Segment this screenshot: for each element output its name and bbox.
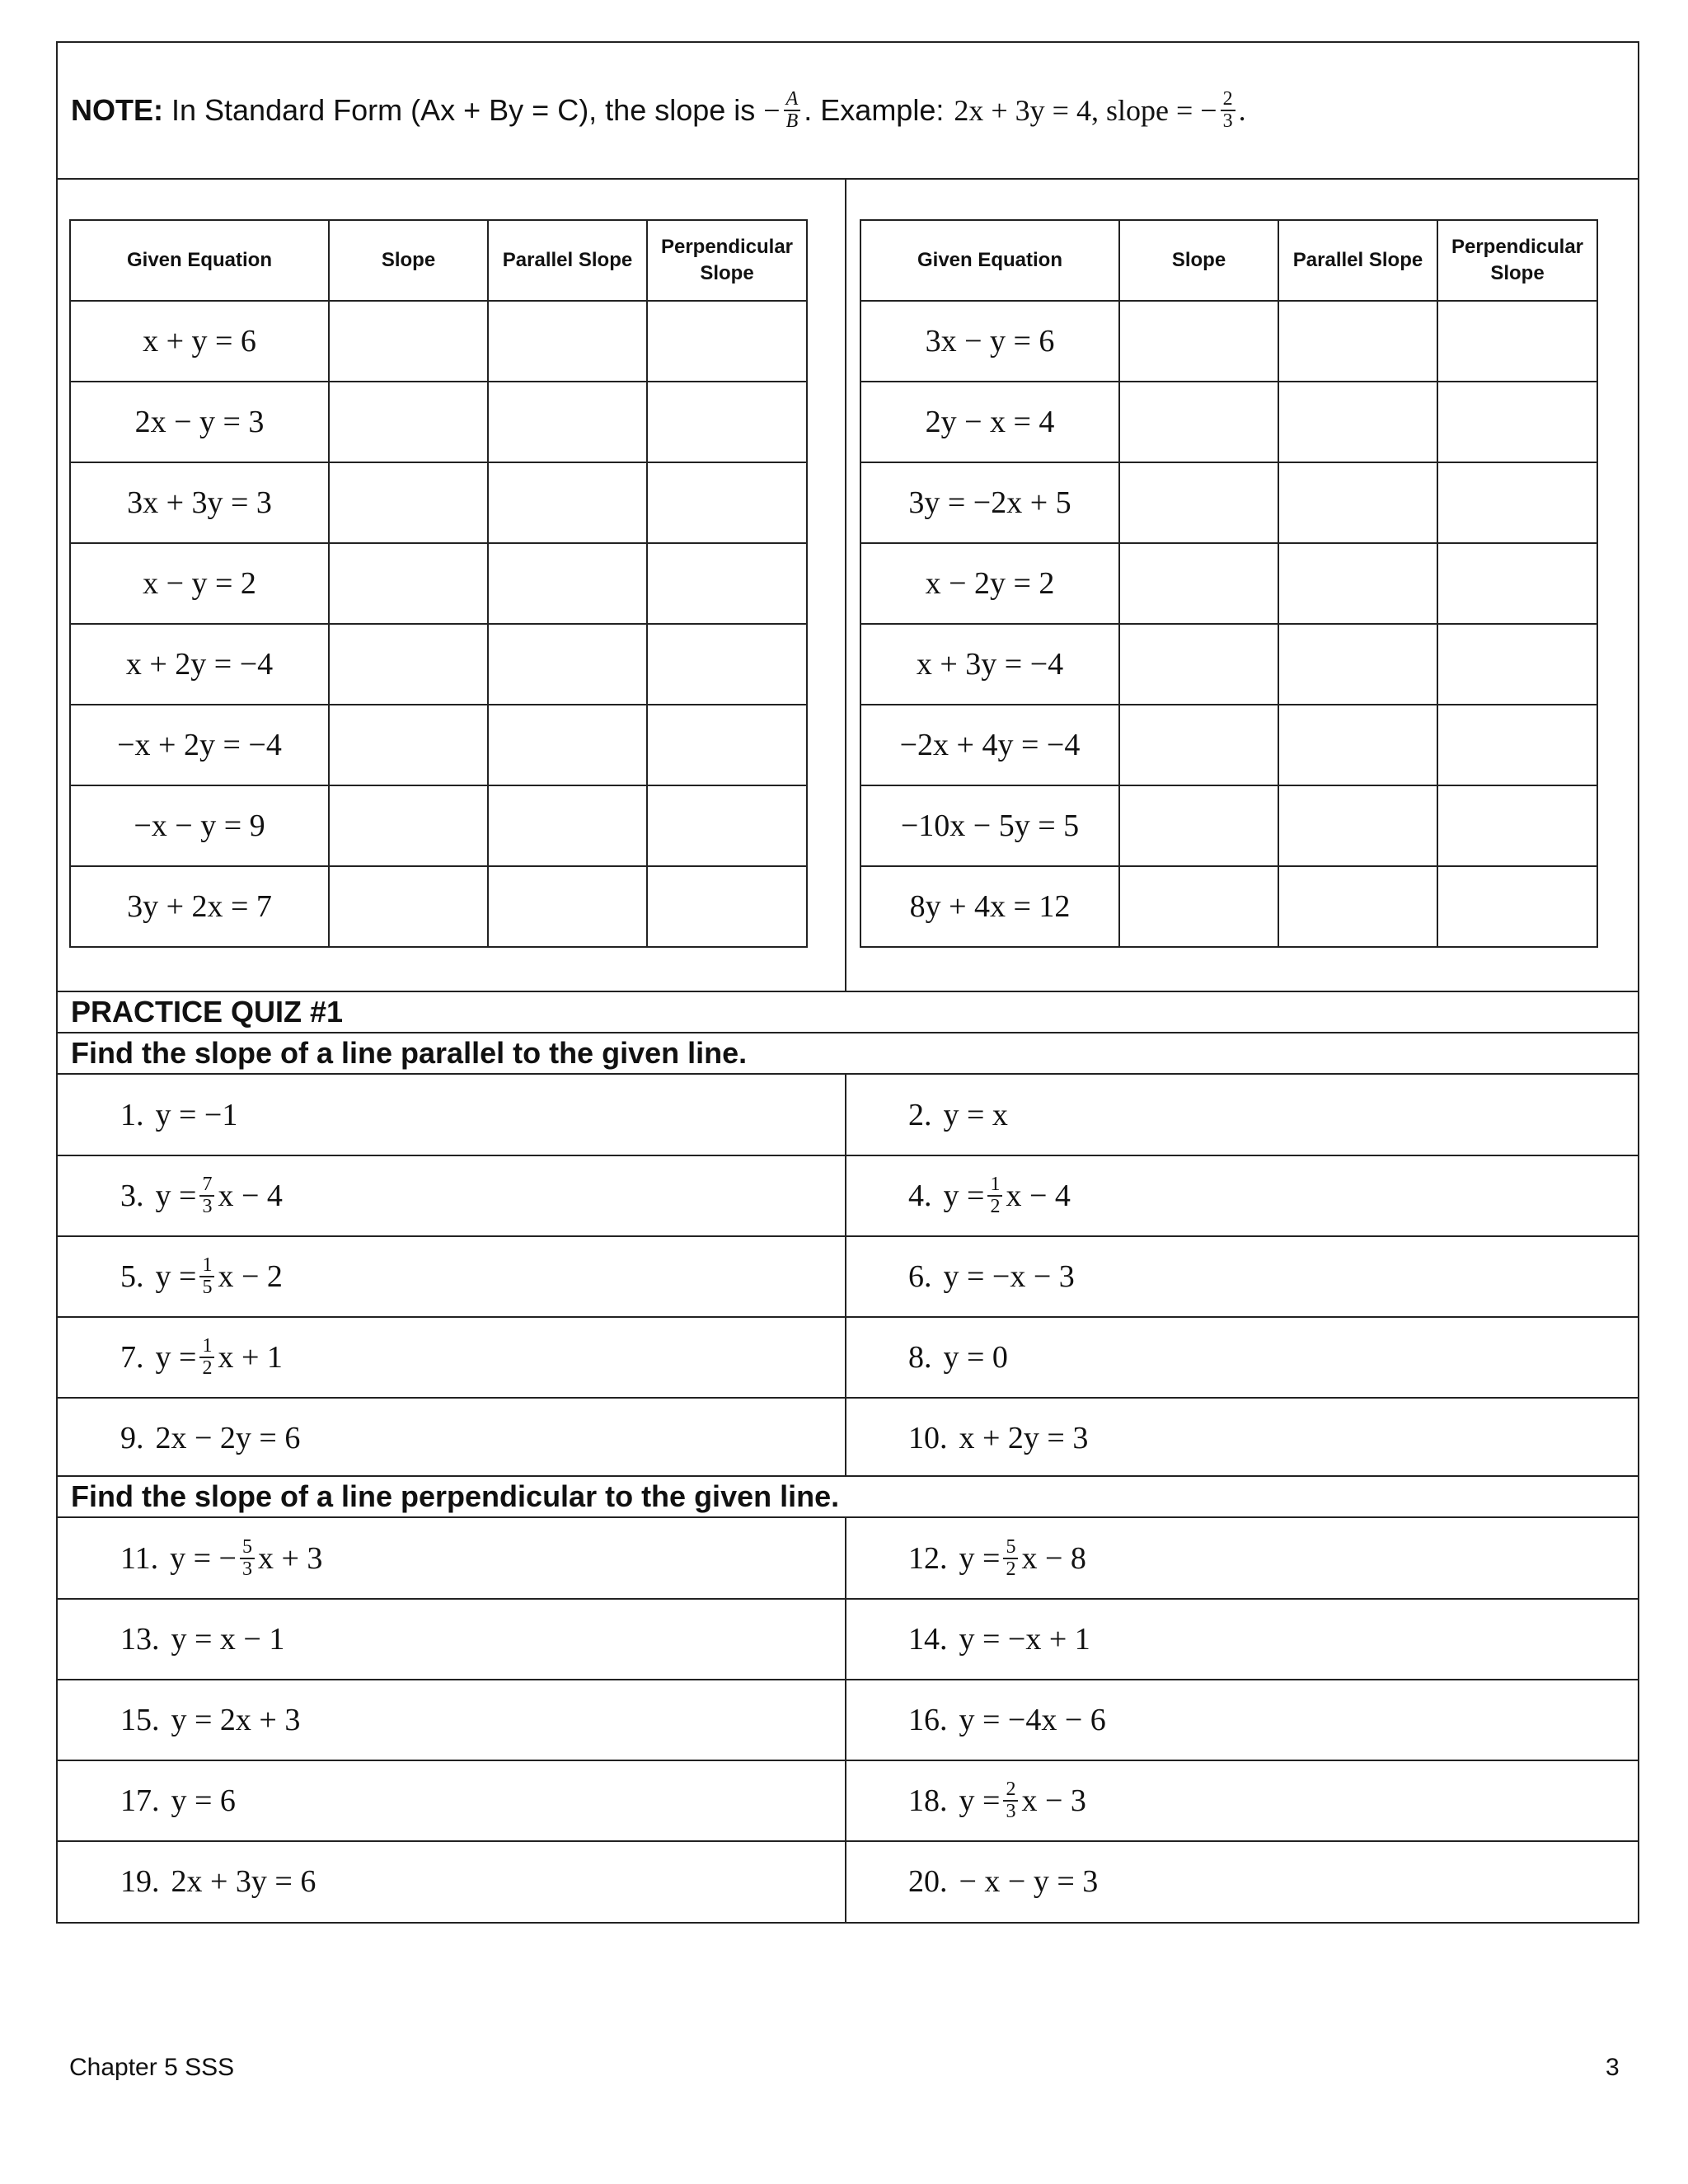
table-row	[860, 301, 1597, 382]
table-row	[70, 301, 807, 382]
parallel-answer-cell[interactable]	[488, 866, 647, 947]
quiz-question-3	[120, 1155, 283, 1236]
parallel-answer-cell[interactable]	[1278, 624, 1437, 705]
table-row	[860, 382, 1597, 462]
quiz-row-divider	[58, 1316, 1638, 1318]
table-row	[70, 462, 807, 543]
quiz-question-13	[120, 1599, 284, 1680]
parallel-answer-cell[interactable]	[1278, 866, 1437, 947]
slope-answer-cell[interactable]	[329, 462, 488, 543]
table-row	[70, 785, 807, 866]
parallel-answer-cell[interactable]	[1278, 382, 1437, 462]
fraction-denominator: 3	[1006, 1801, 1016, 1822]
question-equation-rest: x − 2	[218, 1259, 283, 1294]
footer-chapter: Chapter 5 SSS	[69, 2054, 235, 2081]
quiz-row-divider	[58, 1760, 1638, 1761]
note-slope-denominator: B	[785, 110, 799, 132]
parallel-answer-cell[interactable]	[1278, 301, 1437, 382]
slope-answer-cell[interactable]	[329, 382, 488, 462]
question-equation: y = x	[943, 1098, 1008, 1132]
given-equation-cell: x + 3y = −4	[860, 624, 1119, 705]
quiz-title-bar	[56, 991, 1639, 1033]
perpendicular-questions-grid	[56, 1516, 1639, 1924]
question-number: 17.	[120, 1783, 160, 1818]
perpendicular-answer-cell[interactable]	[647, 705, 807, 785]
quiz-row-divider	[58, 1598, 1638, 1600]
question-equation: y = −x − 3	[943, 1259, 1075, 1294]
slope-answer-cell[interactable]	[1119, 301, 1278, 382]
slope-answer-cell[interactable]	[1119, 785, 1278, 866]
fraction-numerator: 2	[1003, 1779, 1018, 1802]
note-box	[56, 41, 1639, 180]
perpendicular-answer-cell[interactable]	[647, 382, 807, 462]
header-perpendicular-slope: Perpendicular Slope	[1437, 220, 1597, 301]
note-text: In Standard Form (Ax + By = C), the slope is	[171, 93, 756, 127]
quiz-question-5	[120, 1236, 283, 1317]
question-equation: y = −4x − 6	[959, 1703, 1106, 1737]
fraction-numerator: 7	[199, 1174, 214, 1197]
question-equation-rest: x + 3	[257, 1541, 323, 1576]
header-given-equation: Given Equation	[70, 220, 329, 301]
header-parallel-slope: Parallel Slope	[488, 220, 647, 301]
note-example-numerator: 2	[1221, 89, 1236, 111]
quiz-question-1	[120, 1075, 237, 1155]
quiz-question-7	[120, 1317, 283, 1398]
question-number: 18.	[908, 1783, 948, 1818]
question-number: 9.	[120, 1421, 144, 1455]
note-example-label: . Example:	[804, 93, 945, 127]
parallel-answer-cell[interactable]	[488, 301, 647, 382]
quiz-column-divider	[845, 1075, 846, 1475]
given-equation-cell: x + 2y = −4	[70, 624, 329, 705]
slope-answer-cell[interactable]	[329, 543, 488, 624]
question-number: 13.	[120, 1622, 160, 1657]
question-number: 4.	[908, 1179, 932, 1213]
slope-answer-cell[interactable]	[329, 705, 488, 785]
fraction-denominator: 2	[1006, 1558, 1016, 1580]
question-equation: y = x − 1	[171, 1622, 285, 1657]
header-given-equation: Given Equation	[860, 220, 1119, 301]
quiz-question-14	[908, 1599, 1090, 1680]
question-fraction	[199, 1174, 214, 1217]
given-equation-cell: 8y + 4x = 12	[860, 866, 1119, 947]
table-row	[860, 462, 1597, 543]
question-number: 6.	[908, 1259, 932, 1294]
parallel-answer-cell[interactable]	[488, 785, 647, 866]
question-equation: y =	[155, 1259, 197, 1294]
question-number: 20.	[908, 1864, 948, 1899]
question-equation-rest: x − 3	[1021, 1783, 1086, 1818]
question-equation: y = 2x + 3	[171, 1703, 301, 1737]
fraction-denominator: 5	[202, 1277, 213, 1298]
question-equation-rest: x − 4	[1006, 1179, 1071, 1213]
given-equation-cell: x − y = 2	[70, 543, 329, 624]
question-number: 16.	[908, 1703, 948, 1737]
note-example-equation: 2x + 3y = 4, slope = −	[954, 94, 1217, 127]
quiz-question-12	[908, 1518, 1086, 1599]
question-number: 11.	[120, 1541, 159, 1576]
question-fraction	[1003, 1779, 1018, 1822]
right-table-header-row	[860, 220, 1597, 301]
perpendicular-answer-cell[interactable]	[1437, 543, 1597, 624]
table-row	[860, 785, 1597, 866]
quiz-row-divider	[58, 1235, 1638, 1237]
quiz-question-9	[120, 1398, 300, 1479]
tables-divider	[845, 178, 846, 992]
note-slope-fraction	[784, 89, 801, 132]
perpendicular-answer-cell[interactable]	[647, 624, 807, 705]
question-equation: 2x + 3y = 6	[171, 1864, 316, 1899]
parallel-answer-cell[interactable]	[1278, 705, 1437, 785]
header-slope: Slope	[1119, 220, 1278, 301]
parallel-heading-bar	[56, 1032, 1639, 1075]
quiz-question-8	[908, 1317, 1008, 1398]
fraction-numerator: 5	[1003, 1537, 1018, 1559]
slope-answer-cell[interactable]	[329, 866, 488, 947]
given-equation-cell: −x − y = 9	[70, 785, 329, 866]
note-label: NOTE:	[71, 93, 163, 127]
fraction-denominator: 2	[990, 1196, 1001, 1217]
given-equation-cell: x + y = 6	[70, 301, 329, 382]
perpendicular-answer-cell[interactable]	[1437, 866, 1597, 947]
question-number: 3.	[120, 1179, 144, 1213]
slope-answer-cell[interactable]	[329, 301, 488, 382]
question-number: 19.	[120, 1864, 160, 1899]
slope-answer-cell[interactable]	[1119, 866, 1278, 947]
question-number: 2.	[908, 1098, 932, 1132]
question-equation: y = −	[170, 1541, 237, 1576]
given-equation-cell: −2x + 4y = −4	[860, 705, 1119, 785]
parallel-heading: Find the slope of a line parallel to the given line.	[71, 1036, 748, 1070]
parallel-answer-cell[interactable]	[488, 382, 647, 462]
question-number: 1.	[120, 1098, 144, 1132]
perpendicular-answer-cell[interactable]	[1437, 624, 1597, 705]
parallel-answer-cell[interactable]	[488, 624, 647, 705]
table-row	[70, 705, 807, 785]
parallel-answer-cell[interactable]	[488, 543, 647, 624]
note-example-end: .	[1238, 94, 1246, 127]
given-equation-cell: 3y = −2x + 5	[860, 462, 1119, 543]
table-row	[70, 543, 807, 624]
given-equation-cell: −10x − 5y = 5	[860, 785, 1119, 866]
slope-answer-cell[interactable]	[1119, 543, 1278, 624]
perpendicular-heading: Find the slope of a line perpendicular to the given line.	[71, 1479, 840, 1513]
quiz-question-20	[908, 1841, 1098, 1922]
perpendicular-answer-cell[interactable]	[1437, 462, 1597, 543]
page-number: 3	[1606, 2054, 1620, 2081]
table-row	[860, 866, 1597, 947]
table-row	[860, 543, 1597, 624]
question-number: 5.	[120, 1259, 144, 1294]
given-equation-cell: 3x + 3y = 3	[70, 462, 329, 543]
quiz-question-18	[908, 1760, 1086, 1841]
table-row	[70, 866, 807, 947]
quiz-row-divider	[58, 1155, 1638, 1156]
parallel-answer-cell[interactable]	[1278, 785, 1437, 866]
given-equation-cell: 2y − x = 4	[860, 382, 1119, 462]
fraction-numerator: 1	[199, 1255, 214, 1277]
question-equation: y = 6	[171, 1783, 236, 1818]
header-perpendicular-slope: Perpendicular Slope	[647, 220, 807, 301]
question-number: 10.	[908, 1421, 948, 1455]
quiz-title: PRACTICE QUIZ #1	[71, 995, 344, 1029]
given-equation-cell: −x + 2y = −4	[70, 705, 329, 785]
question-fraction	[987, 1174, 1002, 1217]
given-equation-cell: x − 2y = 2	[860, 543, 1119, 624]
fraction-denominator: 3	[202, 1196, 213, 1217]
perpendicular-heading-bar	[56, 1475, 1639, 1518]
quiz-column-divider	[845, 1518, 846, 1922]
parallel-answer-cell[interactable]	[1278, 462, 1437, 543]
quiz-question-19	[120, 1841, 316, 1922]
fraction-numerator: 1	[199, 1336, 214, 1358]
slope-answer-cell[interactable]	[329, 624, 488, 705]
quiz-question-15	[120, 1680, 300, 1760]
question-equation: y =	[959, 1783, 1001, 1818]
parallel-answer-cell[interactable]	[488, 462, 647, 543]
question-equation-rest: x − 4	[218, 1179, 283, 1213]
perpendicular-answer-cell[interactable]	[1437, 301, 1597, 382]
quiz-question-11	[120, 1518, 322, 1599]
perpendicular-answer-cell[interactable]	[647, 543, 807, 624]
left-slope-table	[69, 219, 808, 948]
question-equation: y = −x + 1	[959, 1622, 1090, 1657]
slope-answer-cell[interactable]	[1119, 382, 1278, 462]
slope-answer-cell[interactable]	[329, 785, 488, 866]
perpendicular-answer-cell[interactable]	[647, 301, 807, 382]
question-equation: y =	[943, 1179, 985, 1213]
given-equation-cell: 3y + 2x = 7	[70, 866, 329, 947]
question-number: 7.	[120, 1340, 144, 1375]
note-slope-numerator: A	[784, 89, 801, 111]
question-equation: 2x − 2y = 6	[155, 1421, 301, 1455]
header-parallel-slope: Parallel Slope	[1278, 220, 1437, 301]
quiz-question-17	[120, 1760, 236, 1841]
parallel-answer-cell[interactable]	[1278, 543, 1437, 624]
question-equation: y = 0	[943, 1340, 1008, 1375]
question-equation: y =	[959, 1541, 1001, 1576]
parallel-answer-cell[interactable]	[488, 705, 647, 785]
question-equation-rest: x + 1	[218, 1340, 283, 1375]
quiz-question-16	[908, 1680, 1106, 1760]
question-number: 14.	[908, 1622, 948, 1657]
right-slope-table	[860, 219, 1598, 948]
slope-answer-cell[interactable]	[1119, 705, 1278, 785]
perpendicular-answer-cell[interactable]	[647, 462, 807, 543]
perpendicular-answer-cell[interactable]	[1437, 705, 1597, 785]
fraction-numerator: 1	[987, 1174, 1002, 1197]
note-example-fraction	[1221, 89, 1236, 132]
quiz-question-10	[908, 1398, 1088, 1479]
header-slope: Slope	[329, 220, 488, 301]
perpendicular-answer-cell[interactable]	[647, 866, 807, 947]
left-table-header-row	[70, 220, 807, 301]
question-equation: − x − y = 3	[959, 1864, 1099, 1899]
quiz-question-6	[908, 1236, 1075, 1317]
table-row	[70, 382, 807, 462]
quiz-question-4	[908, 1155, 1071, 1236]
perpendicular-answer-cell[interactable]	[647, 785, 807, 866]
note-example-denominator: 3	[1222, 110, 1233, 132]
question-fraction	[240, 1537, 255, 1580]
quiz-question-2	[908, 1075, 1008, 1155]
question-fraction	[199, 1255, 214, 1298]
question-number: 15.	[120, 1703, 160, 1737]
given-equation-cell: 2x − y = 3	[70, 382, 329, 462]
question-equation: y =	[155, 1340, 197, 1375]
slope-answer-cell[interactable]	[1119, 624, 1278, 705]
question-equation: y = −1	[155, 1098, 238, 1132]
question-equation-rest: x − 8	[1021, 1541, 1086, 1576]
question-equation: y =	[155, 1179, 197, 1213]
question-equation: x + 2y = 3	[959, 1421, 1089, 1455]
perpendicular-answer-cell[interactable]	[1437, 785, 1597, 866]
note-slope-sign: −	[763, 94, 781, 127]
fraction-numerator: 5	[240, 1537, 255, 1559]
given-equation-cell: 3x − y = 6	[860, 301, 1119, 382]
question-number: 8.	[908, 1340, 932, 1375]
table-row	[860, 705, 1597, 785]
question-fraction	[199, 1336, 214, 1379]
question-number: 12.	[908, 1541, 948, 1576]
fraction-denominator: 3	[241, 1558, 252, 1580]
table-row	[70, 624, 807, 705]
parallel-questions-grid	[56, 1073, 1639, 1477]
slope-answer-cell[interactable]	[1119, 462, 1278, 543]
fraction-denominator: 2	[202, 1357, 213, 1379]
perpendicular-answer-cell[interactable]	[1437, 382, 1597, 462]
table-row	[860, 624, 1597, 705]
question-fraction	[1003, 1537, 1018, 1580]
